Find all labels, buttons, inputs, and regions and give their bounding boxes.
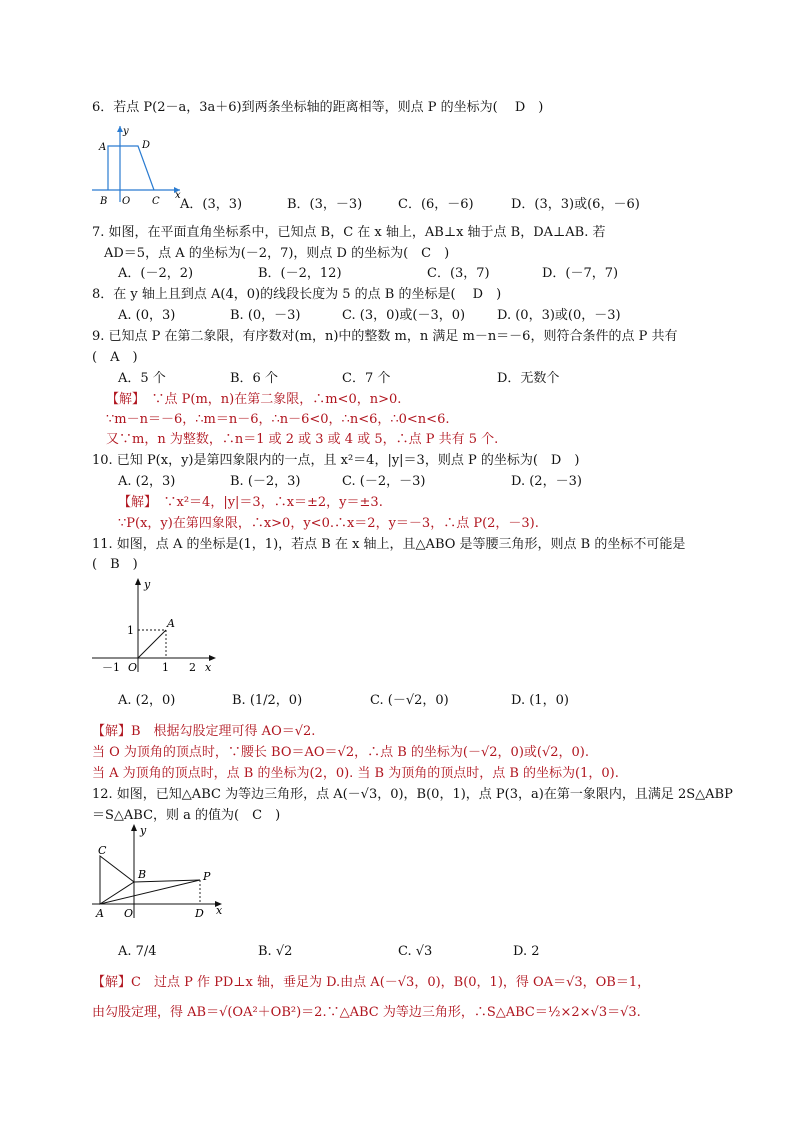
- q11-figure: [88, 574, 228, 674]
- q10-solution-line2: ∵P(x，y)在第四象限，∴x>0，y<0.∴x＝2，y＝－3，∴点 P(2，－3).: [118, 516, 539, 531]
- q11-option-b: B. (1/2，0): [232, 693, 303, 708]
- q11-fig-a: A: [167, 617, 175, 630]
- q7-option-c: C．(3，7): [427, 266, 490, 281]
- q8-option-a: A. (0，3): [118, 308, 176, 323]
- q11-fig-o: O: [128, 661, 138, 674]
- q11-fig-y: y: [144, 578, 151, 591]
- q6-option-d: D．(3，3)或(6，－6): [511, 197, 640, 212]
- q9-option-c: C．7 个: [342, 371, 391, 386]
- q10-solution-line1: 【解】 ∵x²＝4，|y|＝3，∴x＝±2，y＝±3.: [118, 495, 383, 510]
- q9-stem2: ( A ): [92, 350, 138, 365]
- q10-stem: 10. 已知 P(x，y)是第四象限内的一点，且 x²＝4，|y|＝3，则点 P 的坐标为( D ): [92, 453, 580, 468]
- q7-option-a: A．(－2，2): [118, 266, 194, 281]
- q8-option-b: B. (0，－3): [230, 308, 301, 323]
- q11-fig-tick-m1: －1: [102, 661, 120, 674]
- q7-stem2: AD＝5，点 A 的坐标为(－2，7)，则点 D 的坐标为( C ): [104, 246, 450, 261]
- q12-fig-p: P: [203, 870, 211, 883]
- q10-option-a: A. (2，3): [118, 474, 176, 489]
- q10-option-d: D. (2，－3): [511, 474, 582, 489]
- q11-stem2: ( B ): [92, 557, 138, 572]
- q9-solution-line3: 又∵m，n 为整数，∴n＝1 或 2 或 3 或 4 或 5，∴点 P 共有 5 个.: [106, 432, 499, 447]
- q12-stem: 12. 如图，已知△ABC 为等边三角形，点 A(－√3，0)，B(0，1)，点 P(3，a)在第一象限内，且满足 2S△ABP: [92, 787, 733, 802]
- q11-solution-line2: 当 O 为顶角的顶点时，∵腰长 BO＝AO＝√2，∴点 B 的坐标为(－√2，0)或(√2，0).: [92, 745, 589, 760]
- q7-option-d: D．(－7，7): [542, 266, 619, 281]
- q9-option-d: D．无数个: [497, 371, 560, 386]
- q6-fig-x: x: [175, 190, 181, 201]
- q12-option-c: C. √3: [398, 944, 433, 959]
- q6-fig-y: y: [123, 126, 129, 137]
- q12-fig-x: x: [216, 904, 223, 917]
- q11-solution-line1: 【解】B 根据勾股定理可得 AO＝√2.: [92, 724, 316, 739]
- q6-fig-a: A: [99, 142, 107, 153]
- q8-option-c: C. (3，0)或(－3，0): [342, 308, 466, 323]
- q10-option-c: C. (－2，－3): [342, 474, 426, 489]
- q9-solution-line2: ∵m－n＝－6，∴m＝n－6，∴n－6<0，∴n<6，∴0<n<6.: [106, 412, 450, 427]
- q9-option-a: A．5 个: [118, 371, 166, 386]
- q11-fig-x: x: [205, 661, 212, 674]
- q11-option-c: C. (－√2，0): [370, 693, 449, 708]
- q12-fig-d: D: [195, 907, 204, 920]
- q11-fig-tick-1: 1: [127, 624, 134, 637]
- q8-option-d: D. (0，3)或(0，－3): [497, 308, 621, 323]
- q12-fig-a: A: [96, 907, 104, 920]
- q11-fig-tick-x2: 2: [189, 661, 196, 674]
- q12-option-b: B. √2: [258, 944, 293, 959]
- q10-option-b: B. (－2，3): [230, 474, 301, 489]
- q12-solution-line2: 由勾股定理，得 AB＝√(OA²＋OB²)＝2.∵△ABC 为等边三角形，∴S△ABC＝½×2×√3＝√3.: [92, 1005, 641, 1020]
- q9-solution-line1: 【解】 ∵点 P(m，n)在第二象限，∴m<0，n>0.: [106, 392, 402, 407]
- q6-fig-d: D: [142, 140, 151, 151]
- q11-solution-line3: 当 A 为顶角的顶点时，点 B 的坐标为(2，0). 当 B 为顶角的顶点时，点 B 的坐标为(1，0).: [92, 766, 619, 781]
- q6-figure: [88, 118, 188, 208]
- q6-fig-b: B: [100, 196, 108, 207]
- q6-fig-o: O: [122, 196, 131, 207]
- q12-stem2: ＝S△ABC，则 a 的值为( C ): [92, 808, 281, 823]
- q6-stem: 6．若点 P(2－a，3a＋6)到两条坐标轴的距离相等，则点 P 的坐标为( D ): [92, 100, 544, 115]
- q6-option-c: C．(6，－6): [398, 197, 474, 212]
- q12-fig-y: y: [140, 824, 147, 837]
- q7-stem: 7. 如图，在平面直角坐标系中，已知点 B，C 在 x 轴上，AB⊥x 轴于点 B，DA⊥AB. 若: [92, 225, 606, 240]
- q12-option-a: A. 7/4: [118, 944, 157, 959]
- q7-option-b: B．(－2，12): [258, 266, 342, 281]
- q6-fig-c: C: [152, 196, 160, 207]
- q12-figure: [88, 822, 238, 922]
- q6-option-a: A．(3，3): [180, 197, 243, 212]
- q6-option-b: B．(3，－3): [287, 197, 363, 212]
- q11-fig-tick-x1: 1: [162, 661, 169, 674]
- q12-fig-c: C: [98, 844, 107, 857]
- q12-fig-o: O: [124, 907, 134, 920]
- q8-stem: 8．在 y 轴上且到点 A(4，0)的线段长度为 5 的点 B 的坐标是( D ): [92, 287, 502, 302]
- q11-stem: 11. 如图，点 A 的坐标是(1，1)，若点 B 在 x 轴上，且△ABO 是等腰三角形，则点 B 的坐标不可能是: [92, 537, 686, 552]
- q11-option-d: D. (1，0): [511, 693, 569, 708]
- q9-option-b: B．6 个: [230, 371, 278, 386]
- q12-option-d: D. 2: [513, 944, 540, 959]
- q12-fig-b: B: [138, 868, 147, 881]
- q12-solution-line1: 【解】C 过点 P 作 PD⊥x 轴，垂足为 D.由点 A(－√3，0)，B(0，1)，得 OA＝√3，OB＝1，: [92, 975, 651, 990]
- q11-option-a: A. (2，0): [118, 693, 176, 708]
- q9-stem: 9. 已知点 P 在第二象限，有序数对(m，n)中的整数 m，n 满足 m－n＝－6，则符合条件的点 P 共有: [92, 329, 678, 344]
